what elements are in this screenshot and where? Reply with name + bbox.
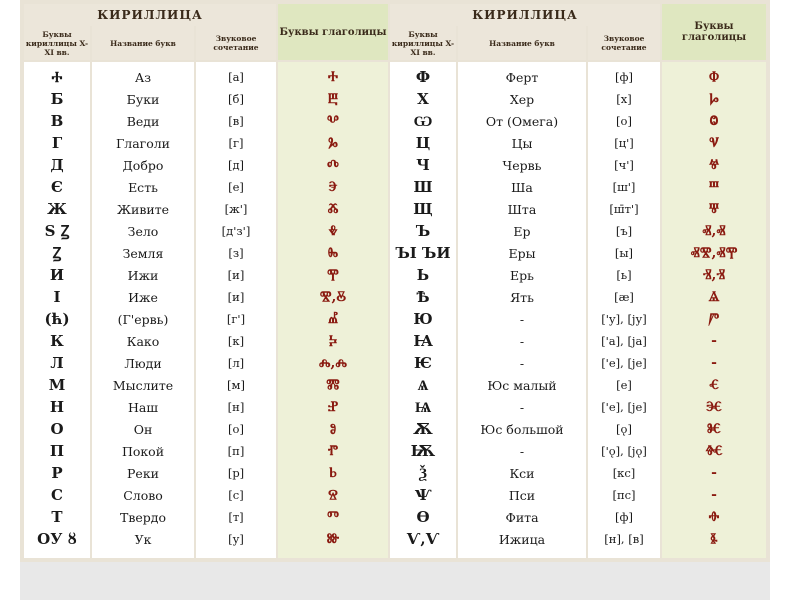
right-row-11-glag: Ⱓ <box>708 311 720 327</box>
left-row-6-cyr: Ж <box>47 200 67 218</box>
left-row-19-cyr: С <box>51 486 63 504</box>
left-row-18-name: Реки <box>127 465 159 481</box>
left-row-16-glag: Ⱁ <box>329 421 337 437</box>
left-row-11-sound: [г'] <box>226 312 246 326</box>
left-row-8-glag: Ⰸ <box>327 245 339 261</box>
left-row-21-glag: Ⱆ <box>326 531 340 547</box>
right-row-15-name: - <box>519 399 525 415</box>
right-row-16-sound: [ǫ] <box>616 422 632 436</box>
left-row-17-glag: Ⱂ <box>327 443 339 459</box>
right-row-15-sound: ['е], [jе] <box>601 400 647 414</box>
left-row-21-cyr: ОУ ȣ <box>37 530 77 548</box>
right-row-4-cyr: Ч <box>416 156 430 174</box>
header-sound-left: Звуковое сочетание <box>196 26 276 60</box>
right-row-18-glag: - <box>711 465 717 481</box>
left-row-7-cyr: Ѕ Ꙁ <box>44 222 70 240</box>
right-row-13-glag: - <box>711 355 717 371</box>
left-row-20-cyr: Т <box>51 508 63 526</box>
right-row-8-cyr: ЪІ ЪИ <box>395 244 451 262</box>
right-row-9-cyr: Ь <box>416 266 430 284</box>
left-row-21-name: Ук <box>134 531 152 547</box>
left-row-18-sound: [р] <box>227 466 245 480</box>
right-row-14-name: Юс малый <box>487 377 557 393</box>
right-row-16-cyr: Ѫ <box>413 420 433 438</box>
right-row-20-cyr: Ѳ <box>416 508 430 526</box>
left-row-6-glag: Ⰶ <box>327 201 339 217</box>
left-row-10-name: Иже <box>128 289 158 305</box>
right-row-19-sound: [пс] <box>612 488 636 502</box>
left-row-1-name: Буки <box>126 91 160 107</box>
right-row-3-sound: [ц'] <box>614 136 634 150</box>
right-row-20-name: Фита <box>505 509 539 525</box>
right-row-9-sound: [ь] <box>616 268 632 282</box>
left-row-5-glag: Ⰵ <box>328 179 338 195</box>
left-row-15-glag: Ⱀ <box>327 399 339 415</box>
column-cyr-left <box>24 62 90 558</box>
right-row-15-glag: Ⱗ <box>706 399 722 415</box>
right-row-21-sound: [н], [в] <box>604 532 644 546</box>
right-row-18-name: Кси <box>509 465 535 481</box>
right-row-8-sound: [ы] <box>614 246 634 260</box>
right-row-0-cyr: Ф <box>415 68 431 86</box>
right-row-10-cyr: Ѣ <box>416 288 430 306</box>
column-glag-right <box>662 62 766 558</box>
right-row-11-cyr: Ю <box>413 310 433 328</box>
left-row-16-sound: [о] <box>228 422 244 436</box>
header-letter-name-left: Название букв <box>92 26 194 60</box>
left-row-19-glag: Ⱄ <box>328 487 338 503</box>
left-row-1-sound: [б] <box>228 92 244 106</box>
left-row-5-name: Есть <box>128 179 158 195</box>
right-row-20-glag: Ⱚ <box>708 509 720 525</box>
left-row-14-sound: [м] <box>227 378 245 392</box>
header-cyr-letters-left: Буквы кириллицы X-XI вв. <box>24 26 90 60</box>
column-sound-left <box>196 62 276 558</box>
right-row-17-sound: ['ǫ], [jǫ] <box>601 444 647 458</box>
right-row-7-name: Ер <box>513 223 531 239</box>
right-row-6-sound: [ш̄т'] <box>609 202 639 216</box>
left-row-12-cyr: К <box>50 332 64 350</box>
right-row-2-glag: Ⱉ <box>709 113 719 129</box>
right-row-1-sound: [х] <box>616 92 632 106</box>
right-row-17-cyr: Ѭ <box>410 442 436 460</box>
right-row-2-name: От (Омега) <box>485 113 559 129</box>
right-row-4-glag: Ⱍ <box>708 157 720 173</box>
right-row-12-glag: - <box>711 333 717 349</box>
right-row-4-name: Червь <box>502 157 542 173</box>
right-row-19-cyr: Ѱ <box>414 486 432 504</box>
left-row-8-name: Земля <box>122 245 164 261</box>
left-row-9-cyr: И <box>49 266 65 284</box>
header-cyrillic-right: КИРИЛЛИЦА <box>390 4 660 26</box>
right-row-16-name: Юс большой <box>480 421 564 437</box>
right-row-14-cyr: Ѧ <box>417 375 429 394</box>
right-row-11-name: - <box>519 311 525 327</box>
left-row-11-name: (Г'ервь) <box>117 311 169 327</box>
right-row-9-glag: Ⱐ,Ⱐ <box>702 267 726 283</box>
right-row-11-sound: ['у], [jу] <box>601 312 647 326</box>
right-row-8-name: Еры <box>508 245 536 261</box>
left-row-15-sound: [н] <box>227 400 245 414</box>
left-row-0-cyr: Ⰰ <box>51 68 63 86</box>
right-row-12-cyr: Ꙗ <box>413 332 433 350</box>
left-row-7-name: Зело <box>127 223 159 239</box>
right-row-18-cyr: Ѯ <box>419 463 427 482</box>
left-row-0-name: Аз <box>134 69 152 85</box>
right-row-19-name: Пси <box>508 487 536 503</box>
left-row-7-sound: [д'з'] <box>221 224 251 238</box>
right-row-4-sound: [ч'] <box>614 158 634 172</box>
header-cyr-letters-right: Буквы кириллицы X-XI вв. <box>390 26 456 60</box>
left-row-2-cyr: В <box>50 112 64 130</box>
right-row-7-cyr: Ъ <box>415 222 431 240</box>
left-row-3-sound: [г] <box>228 136 244 150</box>
left-row-17-name: Покой <box>121 443 165 459</box>
right-row-19-glag: - <box>711 487 717 503</box>
left-row-7-glag: Ⰷ <box>328 223 338 239</box>
left-row-0-glag: Ⰰ <box>327 69 339 85</box>
column-name-right <box>458 62 586 558</box>
left-row-19-name: Слово <box>123 487 163 503</box>
right-row-6-name: Шта <box>507 201 537 217</box>
left-row-11-cyr: (ћ) <box>44 310 70 328</box>
left-row-15-name: Наш <box>128 399 158 415</box>
right-row-7-glag: Ⱏ,Ⱏ <box>702 223 726 239</box>
left-row-4-name: Добро <box>122 157 164 173</box>
left-row-16-name: Он <box>133 421 153 437</box>
left-row-20-glag: Ⱅ <box>327 509 339 525</box>
left-row-19-sound: [с] <box>228 488 244 502</box>
left-row-18-cyr: Р <box>51 464 63 482</box>
column-cyr-right <box>390 62 456 558</box>
header-glagolitic-left: Буквы глаголицы <box>278 4 388 60</box>
left-row-13-glag: Ⰾ,Ⰾ <box>318 355 348 371</box>
left-row-18-glag: Ⱃ <box>329 465 337 481</box>
bottom-band <box>20 562 770 600</box>
left-row-1-glag: Ⰱ <box>327 91 339 107</box>
left-row-15-cyr: Н <box>49 398 65 416</box>
right-row-3-cyr: Ц <box>415 134 431 152</box>
right-row-9-name: Ерь <box>510 267 534 283</box>
left-row-4-glag: Ⰴ <box>327 157 339 173</box>
left-row-2-glag: Ⰲ <box>327 113 339 129</box>
left-row-17-sound: [п] <box>227 444 245 458</box>
right-row-6-glag: Ⱋ <box>708 201 720 217</box>
left-row-11-glag: Ⰼ <box>327 311 339 327</box>
left-row-4-cyr: Д <box>50 156 64 174</box>
right-row-5-glag: Ⱎ <box>708 179 720 195</box>
left-row-5-sound: [е] <box>228 180 244 194</box>
right-row-21-name: Ижица <box>498 531 546 547</box>
right-row-12-sound: ['а], [jа] <box>601 334 647 348</box>
right-row-5-name: Ша <box>511 179 533 195</box>
right-row-7-sound: [ъ] <box>615 224 633 238</box>
left-row-1-cyr: Б <box>50 90 64 108</box>
left-row-13-cyr: Л <box>50 354 64 372</box>
left-row-6-name: Живите <box>116 201 170 217</box>
left-row-6-sound: [ж'] <box>224 202 248 216</box>
left-row-12-sound: [к] <box>227 334 245 348</box>
right-row-18-sound: [кс] <box>612 466 636 480</box>
right-row-0-sound: [ф] <box>615 70 633 84</box>
left-row-9-name: Ижи <box>127 267 159 283</box>
left-row-5-cyr: Є <box>51 178 63 196</box>
left-row-14-name: Мыслите <box>112 377 174 393</box>
right-row-2-cyr: Ѡ <box>413 111 433 130</box>
header-cyrillic-left: КИРИЛЛИЦА <box>24 4 276 26</box>
left-row-8-sound: [з] <box>228 246 244 260</box>
header-letter-name-right: Название букв <box>458 26 586 60</box>
right-row-5-sound: [ш'] <box>612 180 636 194</box>
left-row-14-glag: Ⰿ <box>326 377 340 393</box>
left-row-9-glag: Ⰹ <box>327 267 339 283</box>
right-row-1-cyr: Х <box>417 90 429 108</box>
right-row-10-sound: [æ] <box>614 290 634 304</box>
left-row-3-name: Глаголи <box>115 135 171 151</box>
right-row-21-glag: Ⱛ <box>710 531 718 547</box>
right-row-13-cyr: Ѥ <box>414 354 432 372</box>
left-row-3-glag: Ⰳ <box>328 135 338 151</box>
right-row-3-name: Цы <box>511 135 533 151</box>
right-row-5-cyr: Ш <box>413 178 433 196</box>
left-row-16-cyr: О <box>50 420 64 438</box>
left-row-10-glag: Ⰺ,Ⰻ <box>319 289 347 305</box>
right-row-14-sound: [е] <box>616 378 632 392</box>
left-row-2-name: Веди <box>126 113 160 129</box>
right-row-8-glag: ⰟⰊ,ⰟⰉ <box>690 245 738 261</box>
left-row-12-glag: Ⰽ <box>328 333 338 349</box>
left-row-21-sound: [у] <box>228 532 244 546</box>
right-row-1-glag: Ⱈ <box>709 91 719 107</box>
left-row-0-sound: [а] <box>228 70 244 84</box>
left-row-8-cyr: Ꙁ <box>52 244 62 262</box>
left-row-4-sound: [д] <box>227 158 245 172</box>
right-row-14-glag: Ⱔ <box>709 377 719 393</box>
right-row-13-name: - <box>519 355 525 371</box>
left-row-9-sound: [и] <box>227 268 245 282</box>
left-row-10-cyr: І <box>53 288 61 306</box>
left-row-17-cyr: П <box>49 442 65 460</box>
right-row-2-sound: [о] <box>616 114 632 128</box>
right-row-20-sound: [ф] <box>615 510 633 524</box>
left-row-12-name: Како <box>126 333 160 349</box>
left-row-13-sound: [л] <box>227 356 245 370</box>
right-row-15-cyr: Ѩ <box>414 397 432 416</box>
column-sound-right <box>588 62 660 558</box>
left-row-3-cyr: Г <box>51 134 63 152</box>
alphabet-table <box>24 4 766 558</box>
right-row-3-glag: Ⱌ <box>709 135 719 151</box>
left-row-10-sound: [и] <box>227 290 245 304</box>
right-row-17-name: - <box>519 443 525 459</box>
right-row-0-name: Ферт <box>505 69 539 85</box>
right-row-12-name: - <box>519 333 525 349</box>
left-row-13-name: Люди <box>124 355 162 371</box>
right-row-16-glag: Ⱘ <box>707 421 721 437</box>
right-row-10-name: Ять <box>510 289 534 305</box>
left-row-20-name: Твердо <box>120 509 166 525</box>
header-sound-right: Звуковое сочетание <box>588 26 660 60</box>
right-row-13-sound: ['е], [jе] <box>601 356 647 370</box>
right-row-1-name: Хер <box>509 91 535 107</box>
left-row-20-sound: [т] <box>228 510 244 524</box>
left-row-2-sound: [в] <box>228 114 244 128</box>
right-row-21-cyr: Ѵ,Ѵ <box>406 530 440 548</box>
right-row-17-glag: Ⱙ <box>705 443 723 459</box>
right-row-0-glag: Ⱇ <box>708 69 720 85</box>
right-row-6-cyr: Щ <box>413 200 433 218</box>
column-name-left <box>92 62 194 558</box>
right-row-10-glag: Ⱑ <box>708 289 720 305</box>
left-row-14-cyr: М <box>48 376 66 394</box>
header-glagolitic-right: Буквы глаголицы <box>662 4 766 60</box>
column-glag-left <box>278 62 388 558</box>
